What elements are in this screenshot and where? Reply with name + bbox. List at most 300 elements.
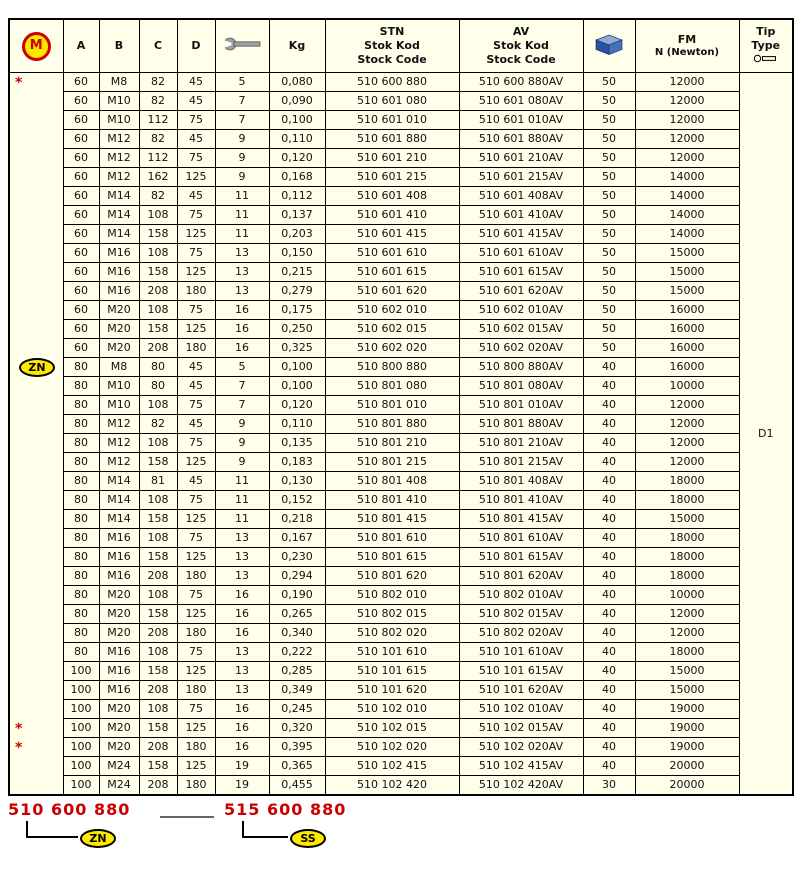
fm-line1: FM [677, 32, 697, 46]
cell-stn_code: 510 101 615 [325, 662, 459, 681]
cell-stn_code: 510 801 010 [325, 396, 459, 415]
cell-av_code: 510 600 880AV [459, 73, 583, 92]
cell-a: 80 [63, 567, 99, 586]
cell-qty: 40 [583, 567, 635, 586]
cell-stn_code: 510 602 010 [325, 301, 459, 320]
cell-stn_code: 510 601 610 [325, 244, 459, 263]
cell-kg: 0,152 [269, 491, 325, 510]
cell-stn_code: 510 600 880 [325, 73, 459, 92]
cell-qty: 40 [583, 586, 635, 605]
cell-d: 45 [177, 92, 215, 111]
cell-stn_code: 510 601 215 [325, 168, 459, 187]
cell-fm: 10000 [635, 586, 739, 605]
cell-a: 100 [63, 757, 99, 776]
cell-wrench: 9 [215, 434, 269, 453]
table-row [9, 263, 793, 282]
cell-c: 158 [139, 453, 177, 472]
cell-a: 60 [63, 301, 99, 320]
fm-line2: N (Newton) [654, 46, 720, 58]
table-row [9, 681, 793, 700]
cell-d: 75 [177, 111, 215, 130]
cell-d: 45 [177, 73, 215, 92]
cell-stn_code: 510 801 615 [325, 548, 459, 567]
cell-qty: 40 [583, 700, 635, 719]
cell-b: M20 [99, 624, 139, 643]
cell-qty: 40 [583, 510, 635, 529]
cell-c: 158 [139, 263, 177, 282]
cell-fm: 16000 [635, 320, 739, 339]
cell-b: M16 [99, 681, 139, 700]
cell-kg: 0,215 [269, 263, 325, 282]
table-row [9, 700, 793, 719]
cell-a: 100 [63, 681, 99, 700]
cell-d: 180 [177, 776, 215, 796]
table-row [9, 149, 793, 168]
cell-av_code: 510 601 880AV [459, 130, 583, 149]
cell-a: 100 [63, 738, 99, 757]
table-row [9, 605, 793, 624]
cell-qty: 50 [583, 301, 635, 320]
cell-av_code: 510 801 080AV [459, 377, 583, 396]
cell-a: 60 [63, 73, 99, 92]
cell-av_code: 510 801 210AV [459, 434, 583, 453]
cell-d: 45 [177, 358, 215, 377]
cell-b: M10 [99, 92, 139, 111]
cell-b: M20 [99, 586, 139, 605]
cell-wrench: 19 [215, 776, 269, 796]
cell-qty: 40 [583, 757, 635, 776]
cell-av_code: 510 802 020AV [459, 624, 583, 643]
cell-stn_code: 510 601 620 [325, 282, 459, 301]
cell-kg: 0,320 [269, 719, 325, 738]
cell-b: M14 [99, 206, 139, 225]
cell-av_code: 510 801 610AV [459, 529, 583, 548]
cell-stn_code: 510 802 015 [325, 605, 459, 624]
cell-a: 80 [63, 358, 99, 377]
table-row [9, 472, 793, 491]
cell-a: 100 [63, 719, 99, 738]
cell-stn_code: 510 801 610 [325, 529, 459, 548]
cell-fm: 18000 [635, 567, 739, 586]
cell-kg: 0,218 [269, 510, 325, 529]
cell-d: 125 [177, 168, 215, 187]
cell-wrench: 9 [215, 415, 269, 434]
col-header-wrench [215, 19, 269, 73]
cell-b: M14 [99, 510, 139, 529]
cell-wrench: 11 [215, 206, 269, 225]
cell-stn_code: 510 601 615 [325, 263, 459, 282]
cell-a: 60 [63, 206, 99, 225]
col-header-box [583, 19, 635, 73]
cell-qty: 50 [583, 339, 635, 358]
cell-qty: 50 [583, 320, 635, 339]
col-header-fm [635, 19, 739, 73]
cell-kg: 0,110 [269, 130, 325, 149]
cell-qty: 40 [583, 358, 635, 377]
cell-wrench: 11 [215, 472, 269, 491]
cell-wrench: 16 [215, 700, 269, 719]
anchor-sleeve-icon [753, 54, 779, 63]
cell-fm: 20000 [635, 776, 739, 796]
cell-kg: 0,080 [269, 73, 325, 92]
cell-c: 80 [139, 377, 177, 396]
cell-stn_code: 510 801 210 [325, 434, 459, 453]
cell-kg: 0,294 [269, 567, 325, 586]
cell-fm: 18000 [635, 491, 739, 510]
cell-wrench: 19 [215, 757, 269, 776]
table-row [9, 377, 793, 396]
cell-kg: 0,120 [269, 396, 325, 415]
cell-av_code: 510 602 010AV [459, 301, 583, 320]
cell-qty: 50 [583, 206, 635, 225]
cell-c: 82 [139, 92, 177, 111]
zn-footer-badge: ZN [80, 829, 116, 848]
cell-a: 60 [63, 244, 99, 263]
cell-a: 80 [63, 548, 99, 567]
cell-kg: 0,135 [269, 434, 325, 453]
cell-wrench: 11 [215, 491, 269, 510]
cell-b: M14 [99, 187, 139, 206]
stn-line2: Stok Kod [364, 39, 420, 53]
cell-qty: 40 [583, 453, 635, 472]
cell-b: M10 [99, 377, 139, 396]
cell-av_code: 510 101 620AV [459, 681, 583, 700]
cell-a: 100 [63, 662, 99, 681]
cell-b: M14 [99, 225, 139, 244]
wrench-icon [223, 37, 261, 51]
cell-qty: 40 [583, 681, 635, 700]
table-row [9, 187, 793, 206]
cell-wrench: 13 [215, 282, 269, 301]
cell-a: 60 [63, 320, 99, 339]
cell-b: M20 [99, 719, 139, 738]
cell-av_code: 510 601 210AV [459, 149, 583, 168]
cell-qty: 40 [583, 491, 635, 510]
cell-b: M24 [99, 757, 139, 776]
cell-b: M16 [99, 263, 139, 282]
cell-qty: 30 [583, 776, 635, 796]
cell-c: 158 [139, 510, 177, 529]
cell-d: 75 [177, 396, 215, 415]
cell-d: 45 [177, 187, 215, 206]
cell-wrench: 9 [215, 149, 269, 168]
cell-d: 75 [177, 491, 215, 510]
table-body [9, 73, 793, 796]
cell-fm: 12000 [635, 434, 739, 453]
cell-stn_code: 510 601 410 [325, 206, 459, 225]
cell-c: 108 [139, 206, 177, 225]
cell-fm: 14000 [635, 225, 739, 244]
av-line2: Stok Kod [493, 39, 549, 53]
cell-wrench: 16 [215, 301, 269, 320]
cell-qty: 40 [583, 529, 635, 548]
cell-kg: 0,175 [269, 301, 325, 320]
cell-av_code: 510 102 020AV [459, 738, 583, 757]
cell-kg: 0,265 [269, 605, 325, 624]
cell-kg: 0,110 [269, 415, 325, 434]
cell-d: 125 [177, 757, 215, 776]
cell-a: 80 [63, 472, 99, 491]
cell-qty: 40 [583, 377, 635, 396]
cell-stn_code: 510 102 415 [325, 757, 459, 776]
cell-av_code: 510 601 415AV [459, 225, 583, 244]
col-header-stn [325, 19, 459, 73]
cell-d: 45 [177, 130, 215, 149]
cell-kg: 0,230 [269, 548, 325, 567]
cell-fm: 12000 [635, 111, 739, 130]
cell-b: M10 [99, 396, 139, 415]
table-row [9, 415, 793, 434]
cell-qty: 50 [583, 130, 635, 149]
table-row [9, 529, 793, 548]
table-row [9, 719, 793, 738]
cell-c: 208 [139, 339, 177, 358]
cell-fm: 15000 [635, 282, 739, 301]
cell-wrench: 5 [215, 73, 269, 92]
cell-fm: 15000 [635, 510, 739, 529]
cell-fm: 14000 [635, 187, 739, 206]
cell-kg: 0,130 [269, 472, 325, 491]
cell-fm: 15000 [635, 681, 739, 700]
cell-fm: 16000 [635, 301, 739, 320]
cell-fm: 12000 [635, 396, 739, 415]
cell-b: M8 [99, 358, 139, 377]
col-header-tip [739, 19, 793, 73]
cell-fm: 12000 [635, 92, 739, 111]
cell-kg: 0,365 [269, 757, 325, 776]
cell-d: 75 [177, 149, 215, 168]
cell-d: 125 [177, 225, 215, 244]
cell-fm: 12000 [635, 149, 739, 168]
cell-c: 158 [139, 605, 177, 624]
cell-a: 100 [63, 700, 99, 719]
cell-d: 125 [177, 662, 215, 681]
cell-qty: 50 [583, 73, 635, 92]
cell-a: 80 [63, 491, 99, 510]
cell-wrench: 13 [215, 244, 269, 263]
cell-av_code: 510 802 015AV [459, 605, 583, 624]
cell-a: 80 [63, 434, 99, 453]
cell-d: 75 [177, 434, 215, 453]
cell-qty: 50 [583, 92, 635, 111]
box-icon [594, 33, 624, 56]
tip-type-value: D1 [739, 73, 793, 796]
cell-kg: 0,340 [269, 624, 325, 643]
cell-d: 75 [177, 643, 215, 662]
cell-qty: 50 [583, 263, 635, 282]
zn-connector-line [26, 821, 78, 838]
cell-a: 60 [63, 339, 99, 358]
cell-c: 158 [139, 548, 177, 567]
cell-fm: 12000 [635, 624, 739, 643]
cell-b: M16 [99, 548, 139, 567]
cell-qty: 50 [583, 282, 635, 301]
cell-c: 108 [139, 643, 177, 662]
tip-line1: Tip [756, 25, 776, 39]
cell-c: 108 [139, 491, 177, 510]
cell-a: 80 [63, 624, 99, 643]
cell-a: 60 [63, 187, 99, 206]
cell-a: 60 [63, 130, 99, 149]
cell-av_code: 510 800 880AV [459, 358, 583, 377]
cell-qty: 50 [583, 244, 635, 263]
col-header-av [459, 19, 583, 73]
table-row [9, 662, 793, 681]
cell-av_code: 510 602 020AV [459, 339, 583, 358]
cell-b: M12 [99, 453, 139, 472]
table-row [9, 225, 793, 244]
cell-kg: 0,100 [269, 377, 325, 396]
cell-kg: 0,137 [269, 206, 325, 225]
table-row [9, 567, 793, 586]
cell-fm: 19000 [635, 719, 739, 738]
cell-c: 108 [139, 396, 177, 415]
cell-d: 125 [177, 605, 215, 624]
cell-d: 125 [177, 719, 215, 738]
cell-a: 80 [63, 643, 99, 662]
cell-d: 125 [177, 510, 215, 529]
cell-av_code: 510 601 080AV [459, 92, 583, 111]
cell-wrench: 13 [215, 263, 269, 282]
header-row [9, 19, 793, 73]
cell-fm: 16000 [635, 358, 739, 377]
table-row [9, 738, 793, 757]
table-row [9, 624, 793, 643]
cell-wrench: 16 [215, 586, 269, 605]
cell-d: 180 [177, 738, 215, 757]
col-header-a: A [63, 19, 99, 73]
cell-stn_code: 510 800 880 [325, 358, 459, 377]
cell-b: M16 [99, 244, 139, 263]
cell-kg: 0,120 [269, 149, 325, 168]
cell-a: 60 [63, 282, 99, 301]
cell-b: M20 [99, 339, 139, 358]
cell-fm: 18000 [635, 472, 739, 491]
cell-qty: 50 [583, 187, 635, 206]
asterisk-marker: * [15, 75, 23, 91]
cell-av_code: 510 801 215AV [459, 453, 583, 472]
cell-kg: 0,100 [269, 358, 325, 377]
cell-c: 108 [139, 301, 177, 320]
cell-wrench: 11 [215, 187, 269, 206]
table-row [9, 776, 793, 796]
cell-stn_code: 510 602 020 [325, 339, 459, 358]
cell-wrench: 7 [215, 377, 269, 396]
cell-kg: 0,455 [269, 776, 325, 796]
cell-av_code: 510 101 615AV [459, 662, 583, 681]
cell-c: 80 [139, 358, 177, 377]
cell-c: 108 [139, 529, 177, 548]
cell-fm: 19000 [635, 738, 739, 757]
cell-kg: 0,167 [269, 529, 325, 548]
cell-stn_code: 510 101 610 [325, 643, 459, 662]
cell-d: 180 [177, 339, 215, 358]
cell-kg: 0,190 [269, 586, 325, 605]
cell-av_code: 510 601 610AV [459, 244, 583, 263]
cell-stn_code: 510 801 620 [325, 567, 459, 586]
cell-d: 180 [177, 624, 215, 643]
cell-wrench: 16 [215, 624, 269, 643]
cell-av_code: 510 801 880AV [459, 415, 583, 434]
cell-c: 82 [139, 130, 177, 149]
asterisk-marker: * [15, 740, 23, 756]
cell-stn_code: 510 801 215 [325, 453, 459, 472]
col-header-b: B [99, 19, 139, 73]
cell-av_code: 510 801 010AV [459, 396, 583, 415]
cell-a: 60 [63, 225, 99, 244]
cell-b: M16 [99, 567, 139, 586]
cell-wrench: 16 [215, 605, 269, 624]
cell-d: 75 [177, 529, 215, 548]
row-marker-gutter [9, 73, 63, 796]
cell-qty: 40 [583, 548, 635, 567]
cell-d: 45 [177, 377, 215, 396]
cell-stn_code: 510 102 020 [325, 738, 459, 757]
cell-kg: 0,150 [269, 244, 325, 263]
cell-stn_code: 510 801 080 [325, 377, 459, 396]
cell-a: 80 [63, 415, 99, 434]
cell-kg: 0,222 [269, 643, 325, 662]
cell-b: M20 [99, 320, 139, 339]
cell-b: M16 [99, 282, 139, 301]
cell-av_code: 510 601 620AV [459, 282, 583, 301]
cell-stn_code: 510 602 015 [325, 320, 459, 339]
table-row [9, 434, 793, 453]
cell-wrench: 11 [215, 510, 269, 529]
cell-av_code: 510 801 408AV [459, 472, 583, 491]
cell-a: 80 [63, 377, 99, 396]
cell-av_code: 510 102 420AV [459, 776, 583, 796]
tip-line2: Type [751, 39, 781, 53]
cell-c: 112 [139, 149, 177, 168]
cell-av_code: 510 102 015AV [459, 719, 583, 738]
cell-a: 60 [63, 92, 99, 111]
cell-c: 108 [139, 700, 177, 719]
cell-kg: 0,100 [269, 111, 325, 130]
stn-line3: Stock Code [357, 52, 427, 66]
cell-d: 180 [177, 567, 215, 586]
cell-qty: 40 [583, 738, 635, 757]
cell-a: 60 [63, 111, 99, 130]
col-header-d: D [177, 19, 215, 73]
cell-stn_code: 510 801 415 [325, 510, 459, 529]
cell-b: M8 [99, 73, 139, 92]
cell-av_code: 510 102 415AV [459, 757, 583, 776]
cell-kg: 0,183 [269, 453, 325, 472]
cell-qty: 40 [583, 643, 635, 662]
cell-c: 208 [139, 738, 177, 757]
table-row [9, 320, 793, 339]
stn-line1: STN [379, 25, 405, 39]
m-logo-icon: M [22, 32, 51, 61]
cell-b: M10 [99, 111, 139, 130]
cell-qty: 40 [583, 605, 635, 624]
separator-line [160, 801, 214, 818]
cell-stn_code: 510 601 415 [325, 225, 459, 244]
cell-c: 108 [139, 244, 177, 263]
cell-fm: 20000 [635, 757, 739, 776]
cell-b: M20 [99, 738, 139, 757]
cell-stn_code: 510 601 010 [325, 111, 459, 130]
cell-qty: 40 [583, 662, 635, 681]
cell-stn_code: 510 801 408 [325, 472, 459, 491]
table-row [9, 396, 793, 415]
asterisk-marker: * [15, 721, 23, 737]
cell-wrench: 13 [215, 567, 269, 586]
cell-wrench: 13 [215, 548, 269, 567]
cell-b: M16 [99, 662, 139, 681]
cell-qty: 40 [583, 434, 635, 453]
